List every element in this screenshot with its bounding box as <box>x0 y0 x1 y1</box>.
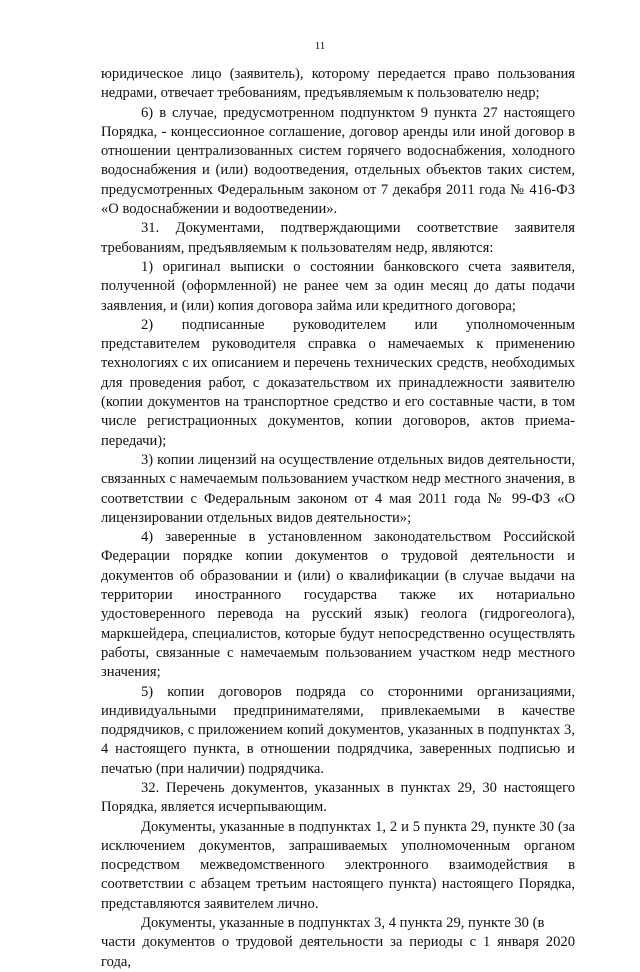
document-body <box>101 65 575 970</box>
paragraph: 31. Документами, подтверждающими соответствие заявителя требованиям, предъявляемым к пользователям недр, являются: <box>101 220 575 256</box>
paragraph: 5) копии договоров подряда со сторонними организациями, индивидуальными предпринимателями, привлекаемыми в качестве подрядчиков, с приложением копий документов, указанных в подпунктах 3, 4 настоящего пункта, в отношении подрядчика, заверенных подписью и печатью (при наличии) подрядчика. <box>101 683 575 777</box>
paragraph: 32. Перечень документов, указанных в пунктах 29, 30 настоящего Порядка, является исчерпывающим. <box>101 779 575 816</box>
paragraph: Документы, указанные в подпунктах 3, 4 пункта 29, пункте 30 (в <box>141 915 545 932</box>
paragraph: 1) оригинал выписки о состоянии банковского счета заявителя, полученной (оформленной) не ранее чем за один месяц до даты подачи заявления, и (или) копия договора займа или кредитного договора; <box>101 258 575 314</box>
paragraph: Документы, указанные в подпунктах 1, 2 и 5 пункта 29, пункте 30 (за исключением документов, запрашиваемых уполномоченным органом посредством межведомственного электронного взаимодействия в соответствии с абзацем третьим настоящего пункта) настоящего Порядка, представляются заявителем лично. <box>101 818 575 912</box>
paragraph: 6) в случае, предусмотренном подпунктом 9 пункта 27 настоящего Порядка, - концессионное соглашение, договор аренды или иной договор в отношении централизованных систем горячего водоснабжения, холодного водоснабжения и (или) водоотведения, отдельных объектов таких систем, предусмотренных Федеральным законом от 7 декабря 2011 года № 416-ФЗ «О водоснабжении и водоотведении». <box>101 104 575 218</box>
paragraph: 4) заверенные в установленном законодательством Российской Федерации порядке копии документов о трудовой деятельности и документов об образовании и (или) о квалификации (в случае выдачи на территории иностранного государства также их нотариально удостоверенного перевода на русский язык) геолога (гидрогеолога), маркшейдера, специалистов, которые будут непосредственно осуществлять работы, связанные с намечаемым пользованием участком недр местного значения; <box>101 529 575 681</box>
paragraph: 3) копии лицензий на осуществление отдельных видов деятельности, связанных с намечаемым пользованием участком недр местного значения, в соответствии с Федеральным законом от 4 мая 2011 года № 99-ФЗ «О лицензировании отдельных видов деятельности»; <box>101 451 575 526</box>
page-number: 11 <box>314 40 326 52</box>
paragraph: 2) подписанные руководителем или уполномоченным представителем руководителя справка о намечаемых к применению технологиях с их описанием и перечень технических средств, необходимых для проведения работ, с доказательством их принадлежности заявителю (копии документов на транспортное средство и его составные части, в том числе регистрационных документов, копии договоров, актов приема-передачи); <box>101 316 575 449</box>
paragraph: юридическое лицо (заявитель), которому передается право пользования недрами, отвечает требованиям, предъявляемым к пользователю недр; <box>101 66 575 102</box>
paragraph: части документов о трудовой деятельности за периоды с 1 января 2020 года, <box>101 934 575 970</box>
